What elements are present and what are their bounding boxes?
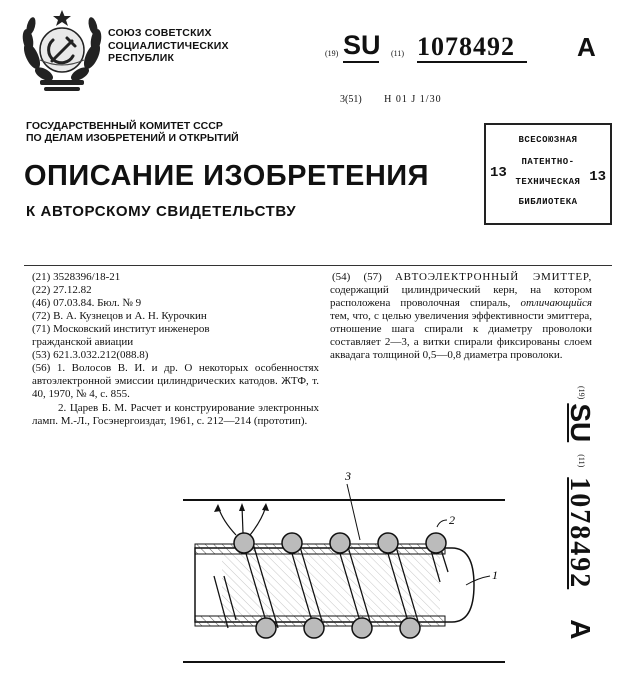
ussr-emblem-icon — [20, 8, 104, 94]
abstract — [330, 271, 592, 362]
label-3: 3 — [345, 470, 351, 483]
stamp-line-4: БИБЛИОТЕКА — [518, 197, 578, 207]
stamp-number-right: 13 — [589, 169, 606, 185]
header-divider — [24, 265, 612, 266]
country-line-2: СОЦИАЛИСТИЧЕСКИХ — [108, 39, 229, 52]
label-1: 1 — [492, 568, 498, 582]
reference-2: 2. Царев Б. М. Расчет и конструирование электронных ламп. М.-Л., Госэнергоиздат, 1961, с. 212—214 (прототип). — [32, 402, 319, 427]
vertical-number: 1078492 — [564, 477, 595, 590]
inid-code-19: (19) — [325, 49, 339, 58]
abstract-text-2: тем, что, с целью увеличения эффективности эмиттера, отношение шага спирали к диаметру проволоки составляет 2—3, а витки спирали фиксированы слоем аквадага толщиной 0,5—0,8 диаметра проволоки. — [330, 310, 592, 361]
vertical-publication-number — [551, 386, 601, 686]
reference-1: (56) 1. Волосов В. И. и др. О некоторых особенностях автоэлектронной эмиссии цилиндрических катодов. ЖТФ, т. 40, 1970, № 4, с. 855. — [32, 362, 319, 400]
ipc-code: 3(51) — [340, 94, 362, 105]
vertical-code-19: (19) — [577, 386, 586, 400]
stamp-line-2: ПАТЕНТНО- — [521, 157, 575, 167]
committee-name — [26, 120, 239, 144]
library-stamp — [484, 123, 612, 225]
ipc-value: H 01 J 1/30 — [384, 94, 442, 105]
country-line-3: РЕСПУБЛИК — [108, 52, 175, 64]
country-line-1: СОЮЗ СОВЕТСКИХ — [108, 27, 212, 39]
biblio-entry-22: (22) 27.12.82 — [32, 284, 92, 296]
vertical-kind: A — [565, 619, 596, 640]
abstract-title: АВТОЭЛЕКТРОННЫЙ ЭМИТТЕР, — [394, 271, 592, 283]
biblio-entry-72: (72) В. А. Кузнецов и А. Н. Курочкин — [32, 310, 207, 322]
document-subtitle: К АВТОРСКОМУ СВИДЕТЕЛЬСТВУ — [26, 203, 297, 220]
stamp-number-left: 13 — [490, 165, 507, 181]
committee-line-1: ГОСУДАРСТВЕННЫЙ КОМИТЕТ СССР — [26, 120, 223, 132]
committee-line-2: ПО ДЕЛАМ ИЗОБРЕТЕНИЙ И ОТКРЫТИЙ — [26, 132, 239, 144]
label-2: 2 — [449, 513, 455, 527]
publication-number-value: 1078492 — [417, 32, 515, 61]
biblio-entry-53: (53) 621.3.032.212(088.8) — [32, 349, 149, 361]
biblio-entry-71-cont: гражданской авиации — [32, 336, 134, 348]
vertical-code-11: (11) — [577, 454, 586, 468]
stamp-line-3: ТЕХНИЧЕСКАЯ — [515, 177, 581, 187]
biblio-entry-46: (46) 07.03.84. Бюл. № 9 — [32, 297, 142, 309]
abstract-text-1: содержащий цилиндрический керн, на котором расположена проволочная спираль, — [330, 284, 592, 309]
inid-code-11: (11) — [391, 49, 405, 58]
bibliographic-data — [32, 271, 319, 428]
publication-country: SU — [343, 30, 381, 60]
ipc-classification — [340, 94, 442, 105]
publication-kind: A — [577, 32, 596, 62]
stamp-line-1: ВСЕСОЮЗНАЯ — [518, 135, 578, 145]
country-name — [108, 27, 229, 65]
abstract-codes: (54) (57) — [332, 271, 382, 283]
emitter-drawing — [180, 470, 510, 680]
biblio-entry-21: (21) 3528396/18-21 — [32, 271, 121, 283]
biblio-entry-71: (71) Московский институт инженеров — [32, 323, 210, 335]
vertical-country: SU — [565, 403, 596, 443]
document-title: ОПИСАНИЕ ИЗОБРЕТЕНИЯ — [24, 160, 429, 192]
publication-number — [325, 30, 615, 66]
abstract-emphasis: отличающийся — [520, 297, 592, 309]
